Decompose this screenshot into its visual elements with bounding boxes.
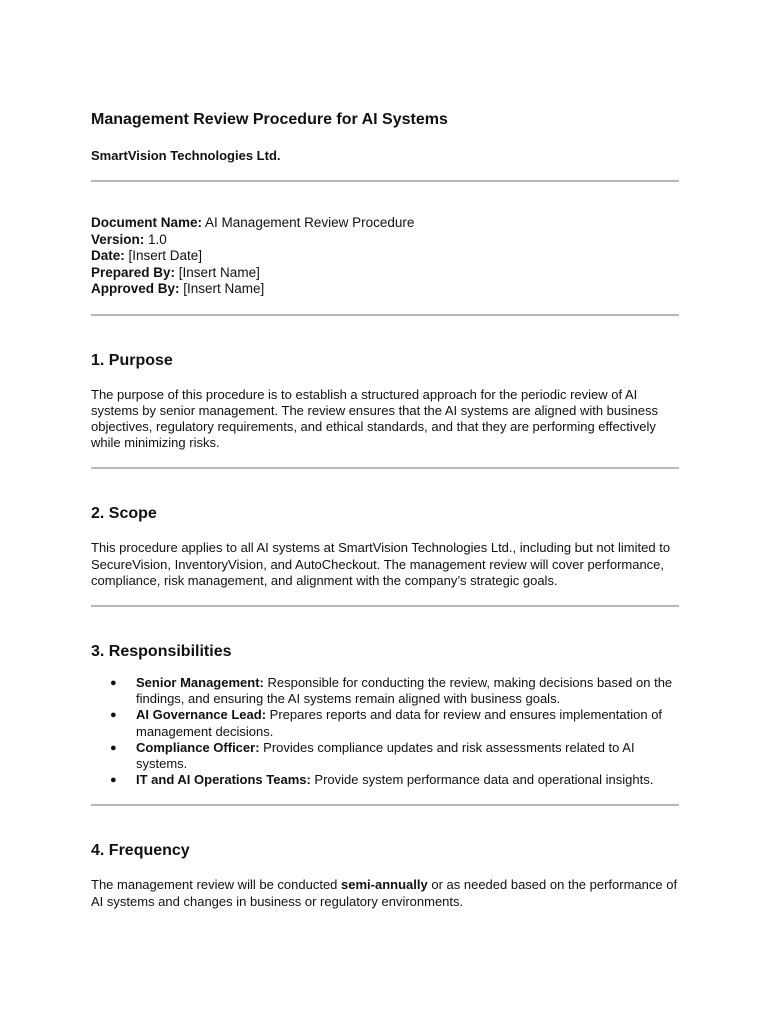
section-heading-responsibilities: 3. Responsibilities — [91, 642, 232, 660]
meta-document-name — [91, 215, 679, 232]
bullet-icon: ● — [110, 774, 117, 787]
meta-value: [Insert Name] — [179, 281, 265, 296]
document-content — [91, 109, 679, 910]
meta-label: Document Name: — [91, 215, 203, 230]
section-heading-frequency: 4. Frequency — [91, 842, 190, 860]
frequency-text — [91, 877, 679, 909]
role-description: Provide system performance data and operational insights. — [310, 772, 654, 788]
purpose-text: The purpose of this procedure is to establish a structured approach for the periodic review of AI systems by senior management. The review ensures that the AI systems are aligned with business objectives, regulatory requirements, and ethical standards, and that they are performing effectively while minimizing risks. — [91, 386, 658, 451]
meta-label: Approved By: — [91, 281, 180, 296]
frequency-emphasis: semi-annually — [341, 877, 428, 893]
bullet-icon: ● — [110, 709, 117, 722]
document-title: Management Review Procedure for AI Systems — [91, 111, 448, 128]
role-description: Responsible for conducting the review, making decisions based on the findings, and ensuring the AI systems remain aligned with business goals. — [136, 674, 673, 707]
meta-label: Date: — [91, 248, 125, 263]
divider — [91, 804, 679, 806]
divider — [91, 314, 679, 316]
role-label: Compliance Officer: — [136, 739, 260, 755]
role-label: AI Governance Lead: — [136, 707, 267, 723]
meta-value: [Insert Date] — [124, 248, 203, 263]
meta-value: AI Management Review Procedure — [202, 215, 415, 230]
meta-value: [Insert Name] — [175, 264, 260, 280]
responsibilities-list — [91, 675, 679, 788]
meta-label: Version: — [91, 231, 145, 247]
meta-approved-by — [91, 281, 679, 298]
divider — [91, 467, 679, 469]
list-item — [91, 740, 679, 772]
section-heading-scope: 2. Scope — [91, 505, 157, 523]
document-meta — [91, 215, 679, 298]
role-description: Provides compliance updates and risk assessments related to AI systems. — [136, 739, 635, 771]
divider — [91, 180, 679, 182]
frequency-text-before: The management review will be conducted — [91, 877, 342, 893]
list-item — [91, 772, 679, 788]
section-heading-purpose: 1. Purpose — [91, 351, 173, 369]
meta-label: Prepared By: — [91, 264, 176, 280]
meta-version — [91, 232, 679, 249]
role-label: IT and AI Operations Teams: — [136, 772, 311, 788]
meta-date — [91, 248, 679, 265]
meta-prepared-by — [91, 265, 679, 282]
scope-text: This procedure applies to all AI systems at SmartVision Technologies Ltd., including but not limited to SecureVision, InventoryVision, and AutoCheckout. The management review will cover performance, compliance, risk management, and alignment with the company’s strategic goals. — [91, 540, 671, 588]
frequency-text-after: or as needed based on the performance of AI systems and changes in business or regulatory environments. — [91, 877, 678, 909]
list-item — [91, 707, 679, 739]
list-item — [91, 675, 679, 707]
bullet-icon: ● — [110, 676, 117, 689]
divider — [91, 605, 679, 607]
company-name: SmartVision Technologies Ltd. — [91, 148, 281, 163]
meta-value: 1.0 — [144, 231, 167, 247]
role-label: Senior Management: — [136, 674, 264, 690]
bullet-icon: ● — [110, 741, 117, 754]
role-description: Prepares reports and data for review and ensures implementation of management decisions. — [136, 707, 663, 739]
